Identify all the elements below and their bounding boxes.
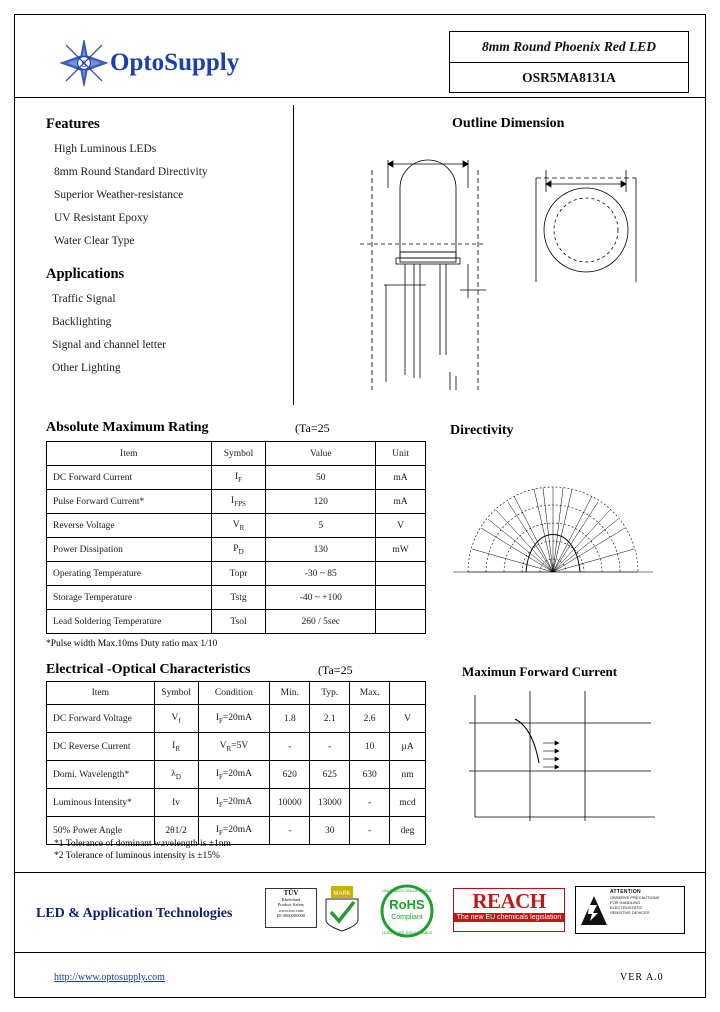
cell-symbol [154,761,198,789]
features-section [46,116,286,258]
cell-unit: mA [376,466,426,490]
applications-section [46,266,286,385]
cell-symbol [211,490,266,514]
cell-item: Power Dissipation [47,538,212,562]
absolute-maximum-rating-table [46,441,426,634]
cell-value: 130 [266,538,376,562]
table-header-row [47,682,426,705]
cell-value: -30 ~ 85 [266,562,376,586]
tuv-line: Rheinland [281,896,301,902]
part-number: OSR5MA8131A [522,69,616,85]
cell-value: 120 [266,490,376,514]
cond-post: =20mA [222,824,253,835]
cell-max: 630 [350,761,390,789]
outline-dimension-heading: Outline Dimension [452,116,565,131]
cell-unit: µA [390,733,426,761]
cell-item: Domi. Wavelength* [47,761,155,789]
features-heading: Features [46,116,100,132]
product-title-box [449,31,689,63]
table-row [47,789,426,817]
cell-symbol [211,466,266,490]
cell-unit: deg [390,817,426,845]
cell-item: Storage Temperature [47,586,212,610]
cell-min: 1.8 [270,705,310,733]
cell-symbol: 2θ1/2 [154,817,198,845]
esd-line: FOR HANDLING [610,900,641,905]
cell-unit: mW [376,538,426,562]
application-item: Backlighting [52,316,112,328]
cell-item: Luminous Intensity* [47,789,155,817]
page-header [15,15,705,97]
note-line: *1 Tolerance of dominant wavelength is ±1nm [54,839,231,849]
cell-condition [198,789,270,817]
certification-logos [265,880,685,942]
svg-text:LEAD-FREE-SOLDERABLE: LEAD-FREE-SOLDERABLE [381,930,433,935]
cond-pre: I [215,712,220,723]
esd-line: OBSERVE PRECAUTIONS [610,895,660,900]
cell-symbol: Topr [211,562,266,586]
max-forward-current-heading: Maximun Forward Current [462,664,618,679]
esd-warning-icon [575,886,685,934]
symbol-main: I [234,471,239,482]
cell-unit: nm [390,761,426,789]
cell-condition [198,733,270,761]
cond-sub: F [219,828,223,837]
feature-item: High Luminous LEDs [54,143,157,155]
table-row [47,490,426,514]
cond-pre: V [219,740,227,751]
cell-max: 2.6 [350,705,390,733]
website-link[interactable]: http://www.optosupply.com [54,972,165,983]
reach-label: REACH [472,889,546,913]
cell-typ: 625 [310,761,350,789]
cell-item: Reverse Voltage [47,514,212,538]
cond-post: =20mA [222,796,253,807]
cond-pre: I [215,824,220,835]
cell-symbol [154,705,198,733]
header-divider [15,97,705,98]
cell-unit: V [390,705,426,733]
cell-max: - [350,789,390,817]
directivity-chart [448,444,658,589]
symbol-main: V [232,519,240,530]
tuv-line: ID 0000000000 [276,913,306,918]
note-line: *2 Tolerance of luminous intensity is ±15% [54,851,220,861]
directivity-heading: Directivity [450,423,514,438]
cond-post: =20mA [222,712,253,723]
col-unit [390,682,426,705]
electrical-optical-heading: Electrical -Optical Characteristics [46,662,251,677]
col-symbol: Symbol [154,682,198,705]
cell-condition [198,705,270,733]
symbol-sub: D [238,547,244,556]
cell-item: 50% Power Angle [47,817,155,845]
absolute-maximum-rating-heading: Absolute Maximum Rating [46,420,209,435]
cell-item: Lead Soldering Temperature [47,610,212,634]
v-check-mark-icon [323,886,361,932]
svg-text:MARK: MARK [333,891,351,897]
cell-typ: 2.1 [310,705,350,733]
table-row [47,562,426,586]
svg-text:S: S [81,58,87,69]
table-row [47,514,426,538]
application-item: Other Lighting [52,362,121,374]
company-logo [60,35,300,90]
cond-sub: F [219,716,223,725]
feature-item: Water Clear Type [54,235,135,247]
table-row [47,466,426,490]
cell-value: 50 [266,466,376,490]
pulse-note: *Pulse width Max.10ms Duty ratio max 1/10 [46,639,218,649]
svg-text:RoHS: RoHS [389,897,425,912]
col-unit: Unit [376,442,426,466]
application-item: Signal and channel letter [52,339,167,351]
cell-symbol [211,538,266,562]
applications-heading: Applications [46,266,125,282]
cell-condition [198,761,270,789]
cell-symbol: Tstg [211,586,266,610]
symbol-main: I [231,495,235,506]
col-item: Item [47,442,212,466]
footer-top-divider [15,872,705,873]
star-burst-icon [60,39,108,87]
tuv-certificate-icon [265,888,317,928]
symbol-sub: D [175,772,181,781]
footer-company-line: LED & Application Technologies [36,906,233,921]
cell-value: -40 ~ +100 [266,586,376,610]
col-value: Value [266,442,376,466]
cell-typ: 13000 [310,789,350,817]
cell-item: DC Reverse Current [47,733,155,761]
symbol-sub: R [175,744,180,753]
cond-sub: F [219,772,223,781]
table-row [47,538,426,562]
electrical-optical-notes [54,838,231,862]
reach-sublabel: The new EU chemicals legislation [454,913,564,922]
cond-sub: F [219,800,223,809]
cell-unit: V [376,514,426,538]
esd-line: SENSITIVE DEVICES [610,910,650,915]
cell-item: DC Forward Voltage [47,705,155,733]
product-title: 8mm Round Phoenix Red LED [481,39,657,54]
cell-symbol: Iv [154,789,198,817]
tuv-line: www.tuv.com [278,907,304,913]
cell-unit: mA [376,490,426,514]
table-row [47,705,426,733]
symbol-main: V [171,712,179,723]
footer-bottom-divider [15,952,705,953]
col-item: Item [47,682,155,705]
column-divider [293,105,294,405]
cell-min: 620 [270,761,310,789]
cell-item: Operating Temperature [47,562,212,586]
company-name: OptoSupply [110,48,240,76]
cell-typ: 30 [310,817,350,845]
symbol-sub: FPS [234,499,246,508]
col-max: Max. [350,682,390,705]
cell-value: 260 / 5sec [266,610,376,634]
table-row [47,610,426,634]
cell-unit: mcd [390,789,426,817]
table-row [47,761,426,789]
cell-max: - [350,817,390,845]
col-typ: Typ. [310,682,350,705]
electrical-optical-condition: (Ta=25 [318,663,353,677]
electrical-optical-table [46,681,426,845]
version-label: VER A.0 [620,972,664,983]
cell-value: 5 [266,514,376,538]
part-number-box [449,63,689,93]
cell-item: DC Forward Current [47,466,212,490]
esd-line: ELECTROSTATIC [610,905,643,910]
feature-item: UV Resistant Epoxy [54,212,149,224]
cell-min: - [270,733,310,761]
esd-title: ATTENTION [610,889,641,895]
table-header-row [47,442,426,466]
cell-max: 10 [350,733,390,761]
col-symbol: Symbol [211,442,266,466]
symbol-main: I [172,740,176,751]
cell-symbol: Tsol [211,610,266,634]
application-item: Traffic Signal [52,293,116,305]
cond-post: =20mA [222,768,253,779]
feature-item: 8mm Round Standard Directivity [54,166,208,178]
table-row [47,733,426,761]
cell-unit [376,586,426,610]
cell-symbol [211,514,266,538]
rohs-icon [371,883,443,939]
cond-pre: I [215,796,220,807]
col-min: Min. [270,682,310,705]
tuv-line: Product Safety [277,902,305,907]
col-condition: Condition [198,682,270,705]
tuv-main-label: TÜV [283,889,299,897]
outline-drawing [300,140,700,400]
cond-post: =5V [231,740,249,751]
symbol-main: P [233,543,239,554]
table-row [47,586,426,610]
symbol-sub: F [238,475,243,484]
feature-item: Superior Weather-resistance [54,189,184,201]
cell-typ: - [310,733,350,761]
symbol-sub: R [239,523,245,532]
svg-text:UNLEADED-SOLDERABLE: UNLEADED-SOLDERABLE [382,888,432,893]
svg-text:Compliant: Compliant [391,914,423,921]
reach-icon [453,888,565,932]
cell-min: 10000 [270,789,310,817]
cell-min: - [270,817,310,845]
cell-item: Pulse Forward Current* [47,490,212,514]
cell-unit [376,562,426,586]
cell-symbol [154,733,198,761]
max-forward-current-chart [455,685,670,830]
cond-pre: I [215,768,220,779]
cell-unit [376,610,426,634]
symbol-sub: f [178,716,181,725]
symbol-main: λ [171,768,176,779]
cond-sub: R [226,744,232,753]
absolute-maximum-rating-condition: (Ta=25 [295,421,330,435]
